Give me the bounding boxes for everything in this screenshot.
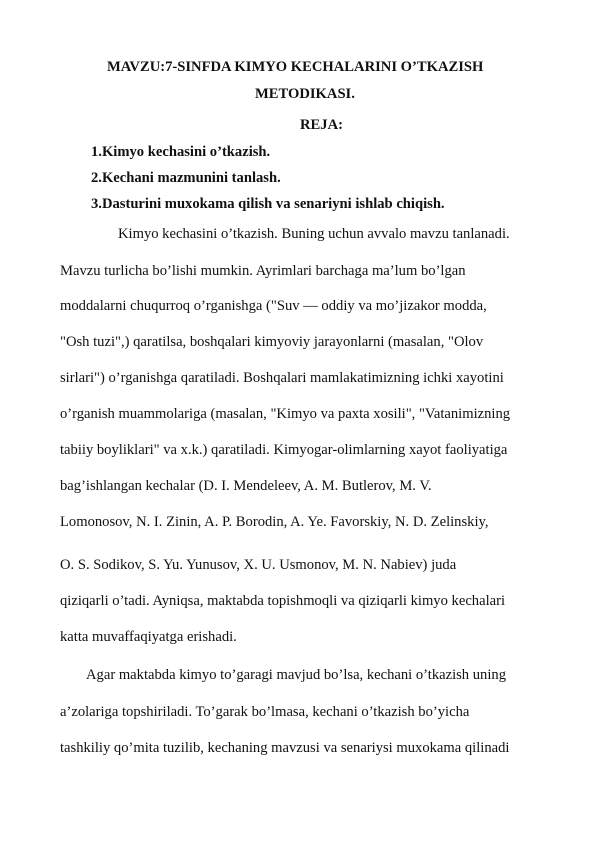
- body-line: Lomonosov, N. I. Zinin, A. P. Borodin, A. Ye. Favorskiy, N. D. Zelinskiy,: [60, 514, 489, 530]
- plan-heading: REJA:: [300, 117, 343, 133]
- body-line: a’zolariga topshiriladi. To’garak bo’lmasa, kechani o’tkazish bo’yicha: [60, 704, 470, 720]
- plan-item: 3.Dasturini muxokama qilish va senariyni ishlab chiqish.: [91, 196, 445, 212]
- body-line: sirlari") o’rganishga qaratiladi. Boshqalari mamlakatimizning ichki xayotini: [60, 370, 504, 386]
- body-line: Agar maktabda kimyo to’garagi mavjud bo’lsa, kechani o’tkazish uning: [86, 667, 506, 683]
- body-line: "Osh tuzi",) qaratilsa, boshqalari kimyoviy jarayonlarni (masalan, "Olov: [60, 334, 484, 350]
- body-line: Kimyo kechasini o’tkazish. Buning uchun avvalo mavzu tanlanadi.: [118, 226, 510, 242]
- title-line-1: MAVZU:7-SINFDA KIMYO KECHALARINI O’TKAZISH: [107, 59, 484, 75]
- body-line: tabiiy boyliklari" va x.k.) qaratiladi. Kimyogar-olimlarning xayot faoliyatiga: [60, 442, 508, 458]
- body-line: bag’ishlangan kechalar (D. I. Mendeleev, A. M. Butlerov, M. V.: [60, 478, 432, 494]
- plan-item: 2.Kechani mazmunini tanlash.: [91, 170, 281, 186]
- body-line: moddalarni chuqurroq o’rganishga ("Suv — oddiy va mo’jizakor modda,: [60, 298, 487, 314]
- body-line: tashkiliy qo’mita tuzilib, kechaning mavzusi va senariysi muxokama qilinadi: [60, 740, 510, 756]
- plan-item: 1.Kimyo kechasini o’tkazish.: [91, 144, 271, 160]
- title-line-2: METODIKASI.: [255, 86, 355, 102]
- body-line: Mavzu turlicha bo’lishi mumkin. Ayrimlari barchaga ma’lum bo’lgan: [60, 263, 466, 279]
- body-line: O. S. Sodikov, S. Yu. Yunusov, X. U. Usmonov, M. N. Nabiev) juda: [60, 557, 457, 573]
- body-line: o’rganish muammolariga (masalan, "Kimyo va paxta xosili", "Vatanimizning: [60, 406, 511, 422]
- body-line: katta muvaffaqiyatga erishadi.: [60, 629, 237, 645]
- body-line: qiziqarli o’tadi. Ayniqsa, maktabda topishmoqli va qiziqarli kimyo kechalari: [60, 593, 506, 609]
